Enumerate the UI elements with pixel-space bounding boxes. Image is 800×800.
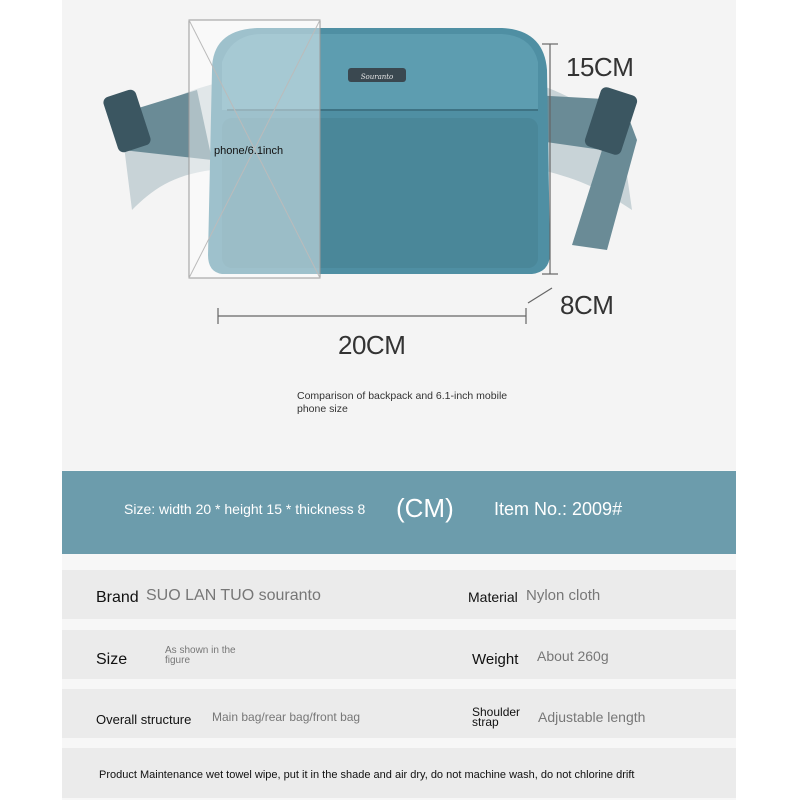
- banner-unit-text: (CM): [396, 493, 454, 523]
- weight-key: Weight: [472, 651, 519, 668]
- size-value: As shown in the figure: [165, 645, 236, 666]
- left-buckle: [102, 88, 152, 154]
- strap-key: Shoulder strap: [472, 705, 521, 729]
- figure-caption: Comparison of backpack and 6.1-inch mobile phone size: [297, 390, 508, 415]
- brand-mark: Souranto: [360, 73, 394, 81]
- brand-key: Brand: [96, 589, 139, 606]
- size-key: Size: [96, 651, 128, 668]
- thickness-dimension-line: [528, 288, 552, 303]
- spec-row-brand: [62, 570, 736, 619]
- size-banner: [62, 471, 736, 554]
- structure-key: Overall structure: [96, 712, 192, 727]
- banner-size-text: Size: width 20 * height 15 * thickness 8: [124, 501, 366, 517]
- width-label: 20CM: [338, 330, 406, 360]
- structure-value: Main bag/rear bag/front bag: [212, 710, 361, 724]
- height-label: 15CM: [566, 52, 634, 82]
- spec-row-structure: [62, 689, 736, 738]
- thickness-label: 8CM: [560, 290, 614, 320]
- phone-size-label: phone/6.1inch: [214, 145, 284, 157]
- brand-value: SUO LAN TUO souranto: [146, 587, 321, 604]
- strap-value: Adjustable length: [538, 709, 646, 725]
- material-key: Material: [468, 589, 518, 605]
- material-value: Nylon cloth: [526, 587, 601, 604]
- product-size-figure: [62, 0, 736, 470]
- maintenance-text: Product Maintenance wet towel wipe, put it in the shade and air dry, do not machine wash, do not chlorine drift: [99, 769, 635, 781]
- weight-value: About 260g: [537, 648, 609, 664]
- spec-row-maintenance: [62, 748, 736, 798]
- banner-item-number: Item No.: 2009#: [494, 499, 623, 519]
- spec-row-size: [62, 630, 736, 679]
